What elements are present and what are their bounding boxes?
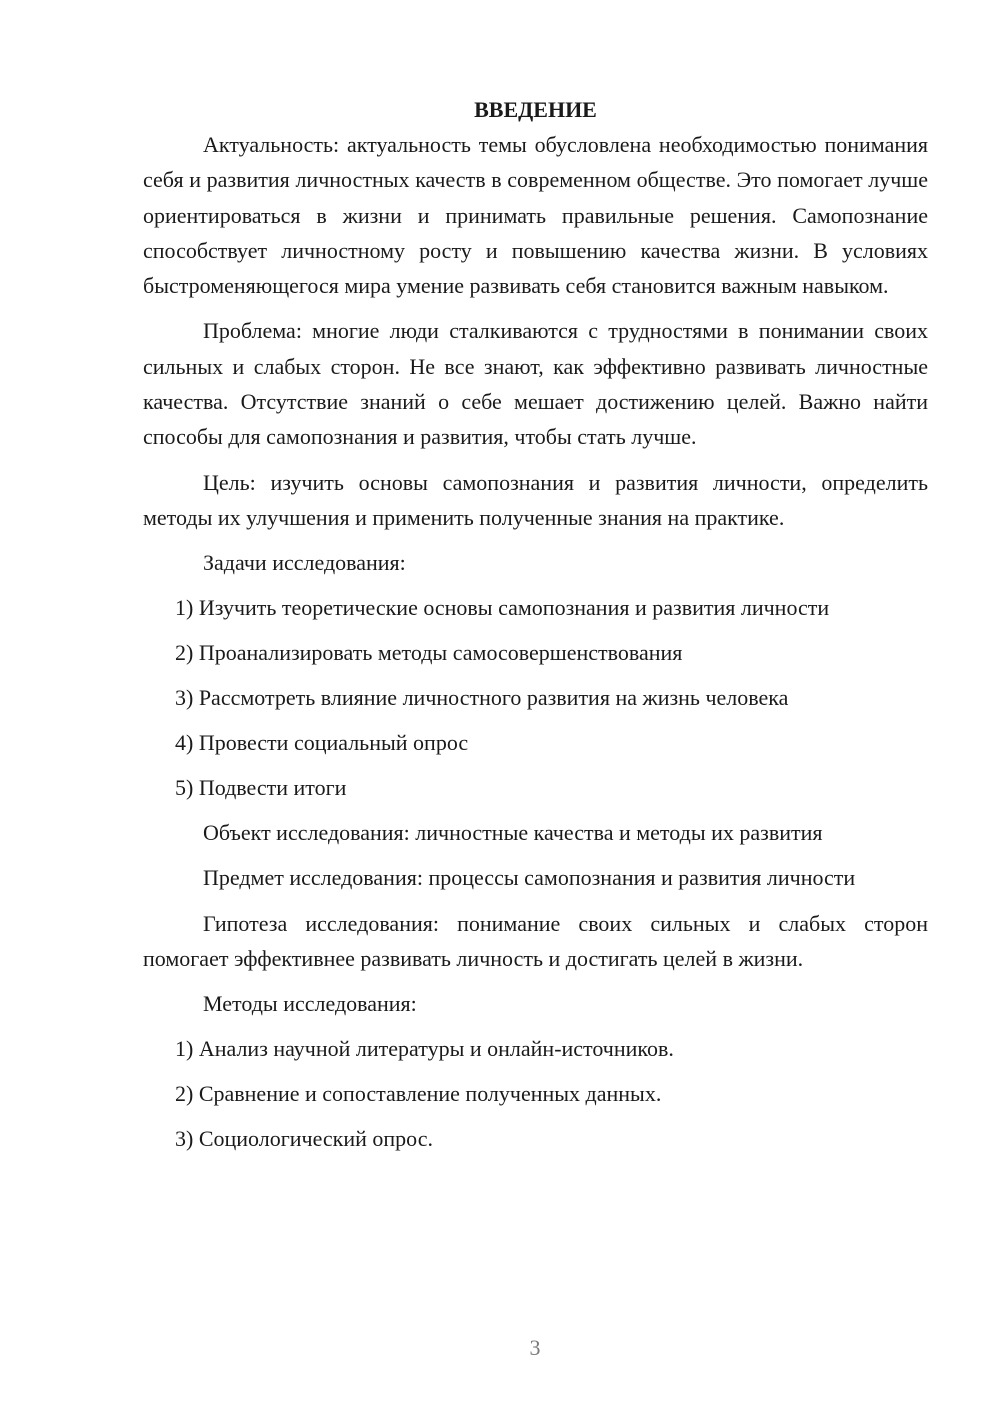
methods-list (143, 1031, 928, 1156)
goal-paragraph: Цель: изучить основы самопознания и развития личности, определить методы их улучшения и применить полученные знания на практике. (143, 469, 928, 530)
list-item: 1) Изучить теоретические основы самопознания и развития личности (175, 595, 830, 621)
list-item: 5) Подвести итоги (175, 775, 347, 801)
list-item: 1) Анализ научной литературы и онлайн-источников. (175, 1036, 674, 1062)
tasks-heading: Задачи исследования: (203, 550, 406, 576)
list-item: 4) Провести социальный опрос (175, 730, 469, 756)
relevance-paragraph: Актуальность: актуальность темы обусловлена необходимостью понимания себя и развития личностных качеств в современном обществе. Это помогает лучше ориентироваться в жизни и принимать правильные решения. Самопознание способствует личностному росту и повышению качества жизни. В условиях быстроменяющегося мира умение развивать себя становится важным навыком. (143, 132, 928, 299)
document-page (143, 95, 928, 1166)
hypothesis-paragraph: Гипотеза исследования: понимание своих сильных и слабых сторон помогает эффективнее развивать личность и достигать целей в жизни. (143, 910, 928, 971)
tasks-list (143, 590, 928, 805)
object-paragraph: Объект исследования: личностные качества и методы их развития (203, 820, 823, 846)
list-item: 2) Проанализировать методы самосовершенствования (175, 640, 683, 666)
subject-paragraph: Предмет исследования: процессы самопознания и развития личности (203, 865, 856, 891)
list-item: 3) Рассмотреть влияние личностного развития на жизнь человека (175, 685, 789, 711)
list-item: 3) Социологический опрос. (175, 1126, 433, 1152)
list-item: 2) Сравнение и сопоставление полученных данных. (175, 1081, 662, 1107)
problem-paragraph: Проблема: многие люди сталкиваются с трудностями в понимании своих сильных и слабых сторон. Не все знают, как эффективно развивать личностные качества. Отсутствие знаний о себе мешает достижению целей. Важно найти способы для самопознания и развития, чтобы стать лучше. (143, 318, 928, 450)
section-title: ВВЕДЕНИЕ (474, 97, 597, 122)
page-number: 3 (529, 1335, 541, 1360)
methods-heading: Методы исследования: (203, 991, 417, 1017)
